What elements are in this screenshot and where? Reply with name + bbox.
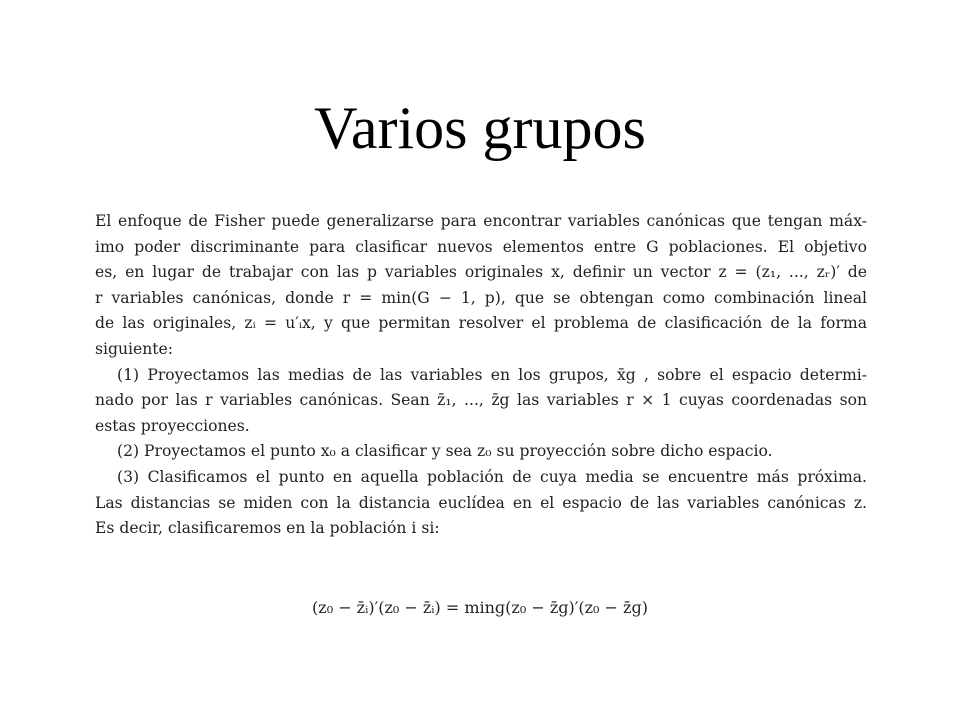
body-line: siguiente:: [95, 339, 174, 358]
body-line: (1) Proyectamos las medias de las variables en los grupos, x̄g , sobre el espacio determi-: [117, 365, 867, 384]
body-line: Las distancias se miden con la distancia euclídea en el espacio de las variables canónicas z.: [95, 493, 867, 512]
body-line: (2) Proyectamos el punto x₀ a clasificar y sea z₀ su proyección sobre dicho espacio.: [117, 442, 773, 461]
body-line: estas proyecciones.: [95, 416, 250, 435]
classification-formula: (z₀ − z̄ᵢ)′(z₀ − z̄ᵢ) = minɡ(z₀ − z̄ɡ)′(z₀ − z̄ɡ): [312, 598, 648, 617]
body-line: El enfoque de Fisher puede generalizarse para encontrar variables canónicas que tengan máx-: [95, 212, 867, 230]
body-line: de las originales, zᵢ = u′ᵢx, y que permitan resolver el problema de clasificación de la forma: [95, 314, 867, 333]
body-line: r variables canónicas, donde r = min(G − 1, p), que se obtengan como combinación lineal: [95, 288, 867, 307]
body-line: nado por las r variables canónicas. Sean z̄₁, ..., z̄g las variables r × 1 cuyas coordenadas son: [95, 391, 867, 410]
slide-title: Varios grupos: [314, 95, 646, 161]
body-line: es, en lugar de trabajar con las p variables originales x, definir un vector z = (z₁, ..., zᵣ)′ de: [95, 263, 867, 282]
body-line: (3) Clasificamos el punto en aquella población de cuya media se encuentre más próxima.: [117, 467, 867, 486]
body-line: imo poder discriminante para clasificar nuevos elementos entre G poblaciones. El objetivo: [95, 237, 867, 256]
body-line: Es decir, clasificaremos en la población i si:: [95, 519, 440, 538]
body-text: [95, 209, 867, 542]
